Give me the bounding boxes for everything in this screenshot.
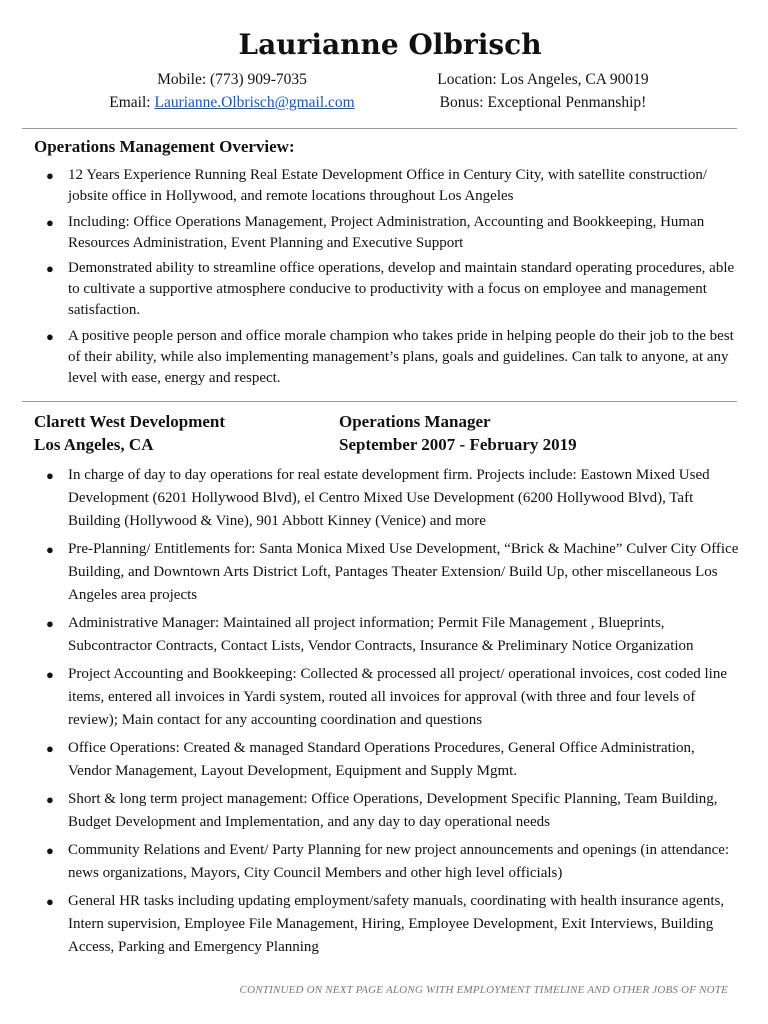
list-item xyxy=(34,258,740,321)
overview-bullet-text: 12 Years Experience Running Real Estate Development Office in Century City, with satellite construction/ jobsite office in Hollywood, and remote locations throughout Los Angeles xyxy=(68,167,708,204)
resume-name: Laurianne Olbrisch xyxy=(238,28,542,61)
list-item xyxy=(34,663,740,732)
job-title: Operations Manager xyxy=(339,412,491,431)
list-item xyxy=(34,839,740,885)
job-bullet-text: Administrative Manager: Maintained all project information; Permit File Management , Blueprints, Subcontractor Contracts, Contact Lists, Vendor Contracts, Insurance & Preliminary Notice Organization xyxy=(68,615,694,654)
job-bullet-text: In charge of day to day operations for real estate development firm. Projects include: Eastown Mixed Used Development (6201 Hollywood Blvd), el Centro Mixed Use Development (6200 Hollywood Blvd), Taft Building (Hollywood & Vine), 901 Abbott Kinney (Venice) and more xyxy=(68,467,710,529)
email-link[interactable]: Laurianne.Olbrisch@gmail.com xyxy=(154,94,355,111)
bullet-icon: ● xyxy=(46,792,54,807)
list-item xyxy=(34,212,740,254)
bullet-icon: ● xyxy=(46,542,54,557)
bullet-icon: ● xyxy=(46,843,54,858)
bonus-text: Bonus: Exceptional Penmanship! xyxy=(439,94,647,111)
email-line xyxy=(82,91,382,114)
divider-middle xyxy=(22,401,737,402)
list-item xyxy=(34,737,740,783)
bullet-icon: ● xyxy=(46,616,54,631)
job-bullet-text: Pre-Planning/ Entitlements for: Santa Monica Mixed Use Development, “Brick & Machine” Culver City Office Building, and Downtown Arts District Loft, Pantages Theater Extension/ Build Up, other miscellaneous Los Angeles area projects xyxy=(68,541,739,603)
location-text: Location: Los Angeles, CA 90019 xyxy=(437,71,649,88)
overview-heading: Operations Management Overview: xyxy=(34,137,295,156)
mobile-text: Mobile: (773) 909-7035 xyxy=(157,71,307,88)
bullet-icon: ● xyxy=(46,214,54,230)
job-bullet-text: Community Relations and Event/ Party Planning for new project announcements and openings (in attendance: news organizations, Mayors, City Council Members and other high level officials) xyxy=(68,842,730,881)
contact-right xyxy=(408,68,678,114)
bullet-icon: ● xyxy=(46,261,54,276)
bullet-icon: ● xyxy=(46,741,54,756)
job-bullet-text: Project Accounting and Bookkeeping: Collected & processed all project/ operational invoices, cost coded line items, entered all invoices in Yardi system, routed all invoices for approval (with three and four levels of review); Main contact for any accounting coordination and questions xyxy=(68,666,727,728)
continued-note: CONTINUED ON NEXT PAGE ALONG WITH EMPLOYMENT TIMELINE AND OTHER JOBS OF NOTE xyxy=(239,984,728,996)
job-dates: September 2007 - February 2019 xyxy=(339,435,577,454)
divider-top xyxy=(22,128,737,129)
job-bullet-text: General HR tasks including updating employment/safety manuals, coordinating with health insurance agents, Intern supervision, Employee File Management, Hiring, Employee Development, Exit Interviews, Building Access, Parking and Emergency Planning xyxy=(68,893,725,955)
job-bullet-text: Office Operations: Created & managed Standard Operations Procedures, General Office Administration, Vendor Management, Layout Development, Equipment and Supply Mgmt. xyxy=(68,740,695,779)
bullet-icon: ● xyxy=(46,894,54,909)
contact-left xyxy=(82,68,382,114)
list-item xyxy=(34,538,740,607)
job-bullet-text: Short & long term project management: Office Operations, Development Specific Planning, Team Building, Budget Development and Implementation, and any day to day operational needs xyxy=(68,791,718,830)
overview-list xyxy=(34,165,740,393)
bullet-icon: ● xyxy=(46,328,54,344)
job-company: Clarett West Development xyxy=(34,412,226,431)
overview-bullet-text: Demonstrated ability to streamline office operations, develop and maintain standard operating procedures, able to cultivate a supportive atmosphere conducive to productivity with a focus on employee and management satisfaction. xyxy=(68,260,735,318)
email-label: Email: xyxy=(109,94,155,111)
bullet-icon: ● xyxy=(46,667,54,682)
list-item xyxy=(34,890,740,959)
list-item xyxy=(34,326,740,389)
bullet-icon: ● xyxy=(46,468,54,483)
list-item xyxy=(34,612,740,658)
job-location: Los Angeles, CA xyxy=(34,435,154,454)
job-duties-list xyxy=(34,464,740,964)
bullet-icon: ● xyxy=(46,168,54,183)
list-item xyxy=(34,788,740,834)
overview-bullet-text: A positive people person and office morale champion who takes pride in helping people do their job to the best of their ability, while also implementing management’s plans, goals and guidelines. Can talk to anyone, at any level with ease, energy and respect. xyxy=(68,327,734,386)
list-item xyxy=(34,165,740,207)
overview-bullet-text: Including: Office Operations Management, Project Administration, Accounting and Bookkeeping, Human Resources Administration, Event Planning and Executive Support xyxy=(68,213,705,251)
list-item xyxy=(34,464,740,533)
